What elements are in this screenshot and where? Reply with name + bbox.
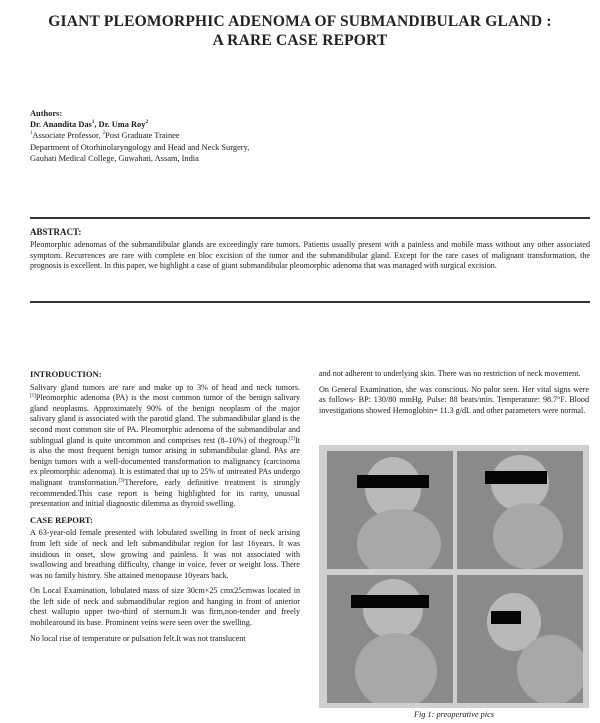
- photo-2-eye-bar: [485, 471, 547, 484]
- photo-4-eye-bar: [491, 611, 521, 624]
- case-heading: CASE REPORT:: [30, 514, 93, 525]
- photo-3: [327, 575, 453, 703]
- case-paragraph-1: A 63-year-old female presented with lobulated swelling in front of neck arising from left side of neck and left submandibular region for last 16years. It was insidious in onset, slow growing and painless. It was not associated with swallowing and breathing difficulty, change in voice, fever or weight loss. There was no family history. She attained menopause 10years back.: [30, 528, 300, 580]
- photo-2-swelling: [493, 503, 563, 569]
- affiliation-1: Associate Professor,: [32, 131, 103, 141]
- title-line-2: A RARE CASE REPORT: [212, 32, 388, 49]
- abstract-text: Pleomorphic adenomas of the submandibular glands are exceedingly rare tumors. Patients usually present with a painless and mobile mass without any other associated symptom. Recurrences are rare with complete en bloc excision of the tumor and the submandibular gland. Except for the rare cases of malignant transformation, the prognosis is excellent. In this paper, we highlight a case of giant submandibular pleomorphic adenoma that was managed with surgical excision.: [30, 240, 590, 271]
- author-2-sup: 2: [145, 120, 148, 126]
- authors-block: [30, 108, 249, 164]
- case-paragraph-2: On Local Examination, lobulated mass of size 30cm×25 cmx25cmwas located in the left side of neck and submandibular region and hanging in front of anterior chest wallupto upper two-third of sternum.It was firm,non-tender and freely mobilearound its base. Prominent veins were seen over the swelling.: [30, 586, 300, 628]
- figure-caption: Fig 1: preoperative pics: [413, 710, 495, 719]
- ref-1: [1]: [30, 393, 36, 399]
- title-line-1: GIANT PLEOMORPHIC ADENOMA OF SUBMANDIBULAR GLAND :: [48, 13, 552, 30]
- author-names: [30, 119, 249, 130]
- right-paragraph-2: On General Examination, she was conscious. No palor seen. Her vital signs were as follows- BP: 130/80 mmHg. Pulse: 88 beats/min. Temperature: 98.7°F. Blood investigations showed Hemoglobin= 11.3 g/dL and other parameters were normal.: [319, 384, 589, 415]
- intro-paragraph: [30, 383, 300, 510]
- right-column: [319, 369, 589, 421]
- intro-text-c: It is also the most frequent benign tumor arising in submandibular gland. PAs are benign tumors with a well-documented transformation to malignancy (carcinoma ex pleomorphic adenoma). It is estimated that up to 25% of untreated PAs undergo malignant transformation.: [30, 435, 300, 487]
- author-sep: ,: [94, 120, 99, 130]
- author-1: Dr. Anandita Das: [30, 120, 92, 130]
- department: Department of Otorhinolaryngology and Head and Neck Surgery,: [30, 142, 250, 152]
- left-column: [30, 369, 300, 649]
- college: Gauhati Medical College, Guwahati, Assam, India: [30, 153, 199, 163]
- affiliation-2: Post Graduate Trainee: [105, 131, 180, 141]
- photo-3-swelling: [355, 633, 437, 703]
- abstract-top-rule: [30, 217, 590, 219]
- abstract-heading: ABSTRACT:: [30, 227, 82, 237]
- figure-preoperative: [319, 445, 589, 708]
- photo-3-eye-bar: [351, 595, 429, 608]
- photo-4-swelling: [517, 635, 583, 703]
- affiliation-roles: [30, 130, 249, 141]
- intro-text-b: Pleomorphic adenoma (PA) is the most common tumor of the benign salivary gland neoplasms. Approximately 90% of the benign neoplasm of the major salivary gland is associated with the parotid gland. The submandibular gland is the second most common site of PA. Pleomorphic adenoma of the submandibular and sublingual gland is quite uncommon and comprises rest (8–10%) of thegroup.: [30, 393, 300, 445]
- intro-text-a: Salivary gland tumors are rare and make up to 3% of head and neck tumors.: [30, 382, 300, 392]
- photo-2: [457, 451, 583, 569]
- paper-title: [0, 12, 600, 50]
- authors-label: Authors:: [30, 109, 63, 118]
- right-paragraph-1: and not adherent to underlying skin. There was no restriction of neck movement.: [319, 369, 581, 378]
- photo-3-face: [363, 579, 423, 639]
- photo-1-swelling: [357, 509, 441, 569]
- aff-sup-2: 2: [102, 131, 106, 137]
- photo-1: [327, 451, 453, 569]
- author-2: Dr. Uma Roy: [98, 120, 146, 130]
- ref-3: [3]: [118, 478, 125, 484]
- intro-heading: INTRODUCTION:: [30, 369, 102, 379]
- photo-4: [457, 575, 583, 703]
- photo-1-eye-bar: [357, 475, 429, 488]
- abstract-bottom-rule: [30, 301, 590, 303]
- ref-2: [2]: [289, 435, 296, 441]
- author-1-sup: 1: [91, 120, 95, 126]
- aff-sup-1: 1: [30, 131, 33, 137]
- intro-text-d: Therefore, early definitive treatment is strongly recommended.This case report is being highlighted for its rarity, unusual presentation and initial diagnostic dilemma as thyroid swelling.: [30, 477, 300, 509]
- case-paragraph-3: No local rise of temperature or pulsation felt.It was not translucent: [30, 633, 246, 643]
